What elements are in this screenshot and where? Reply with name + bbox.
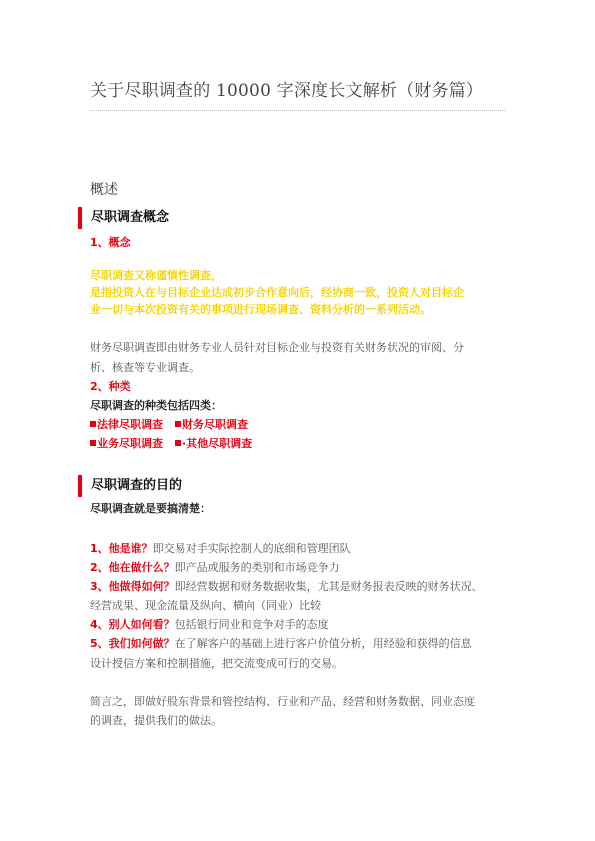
types-row-2: [90, 434, 252, 454]
purpose-question-5: 5、我们如何做？: [90, 637, 175, 650]
purpose-item-3: [90, 577, 483, 597]
section-heading-concept: 尽职调查概念: [78, 207, 169, 229]
type-legal: 法律尽职调查: [97, 418, 163, 431]
financial-dd-line-2: 析、核查等专业调查。: [90, 361, 200, 374]
purpose-answer-5: 在了解客户的基础上进行客户价值分析，用经验和获得的信息: [174, 637, 472, 650]
purpose-item-5-cont: 设计授信方案和控制措施，把交流变成可行的交易。: [90, 657, 343, 670]
subheading-types: 2、种类: [90, 380, 131, 393]
purpose-answer-4: 包括银行同业和竞争对手的态度: [174, 618, 329, 631]
purpose-item-2: [90, 558, 340, 578]
type-financial: 财务尽职调查: [182, 418, 248, 431]
purpose-item-5: [90, 634, 472, 654]
definition-line-2: 是指投资人在与目标企业达成初步合作意向后，经协商一致，投资人对目标企: [90, 286, 464, 299]
types-intro: 尽职调查的种类包括四类：: [90, 399, 222, 412]
definition-line-1: 尽职调查又称谨慎性调查，: [90, 269, 222, 282]
purpose-answer-1: 即交易对手实际控制人的底细和管理团队: [152, 542, 351, 555]
bullet-square-icon: [175, 440, 181, 446]
page-title: 关于尽职调查的 10000 字深度长文解析（财务篇）: [90, 81, 484, 101]
bullet-square-icon: [90, 440, 96, 446]
summary-line-1: 简言之，即做好股东背景和管控结构、行业和产品、经营和财务数据、同业态度: [90, 695, 475, 708]
purpose-question-3: 3、他做得如何？: [90, 580, 175, 593]
purpose-answer-2: 即产品或服务的类别和市场竞争力: [174, 561, 340, 574]
overview-heading: 概述: [90, 182, 118, 198]
purpose-answer-3: 即经营数据和财务数据收集，尤其是财务报表反映的财务状况、: [174, 580, 483, 593]
bullet-square-icon: [90, 421, 96, 427]
type-business: 业务尽职调查: [97, 437, 163, 450]
purpose-item-3-cont: 经营成果、现金流量及纵向、横向（同业）比较: [90, 599, 321, 612]
purpose-item-4: [90, 615, 329, 635]
bullet-square-icon: [175, 421, 181, 427]
financial-dd-line-1: 财务尽职调查即由财务专业人员针对目标企业与投资有关财务状况的审阅、分: [90, 341, 464, 354]
purpose-question-4: 4、别人如何看？: [90, 618, 175, 631]
purpose-intro: 尽职调查就是要搞清楚：: [90, 502, 211, 515]
title-divider: [90, 110, 505, 111]
subheading-concept: 1、概念: [90, 236, 131, 249]
section-heading-purpose: 尽职调查的目的: [78, 475, 182, 497]
types-row-1: [90, 415, 248, 435]
summary-line-2: 的调查，提供我们的做法。: [90, 714, 222, 727]
definition-line-3: 业一切与本次投资有关的事项进行现场调查、资料分析的一系列活动。: [90, 303, 431, 316]
purpose-question-1: 1、他是谁？: [90, 542, 153, 555]
purpose-question-2: 2、他在做什么？: [90, 561, 175, 574]
type-other: ·其他尽职调查: [182, 437, 253, 450]
purpose-item-1: [90, 539, 351, 559]
